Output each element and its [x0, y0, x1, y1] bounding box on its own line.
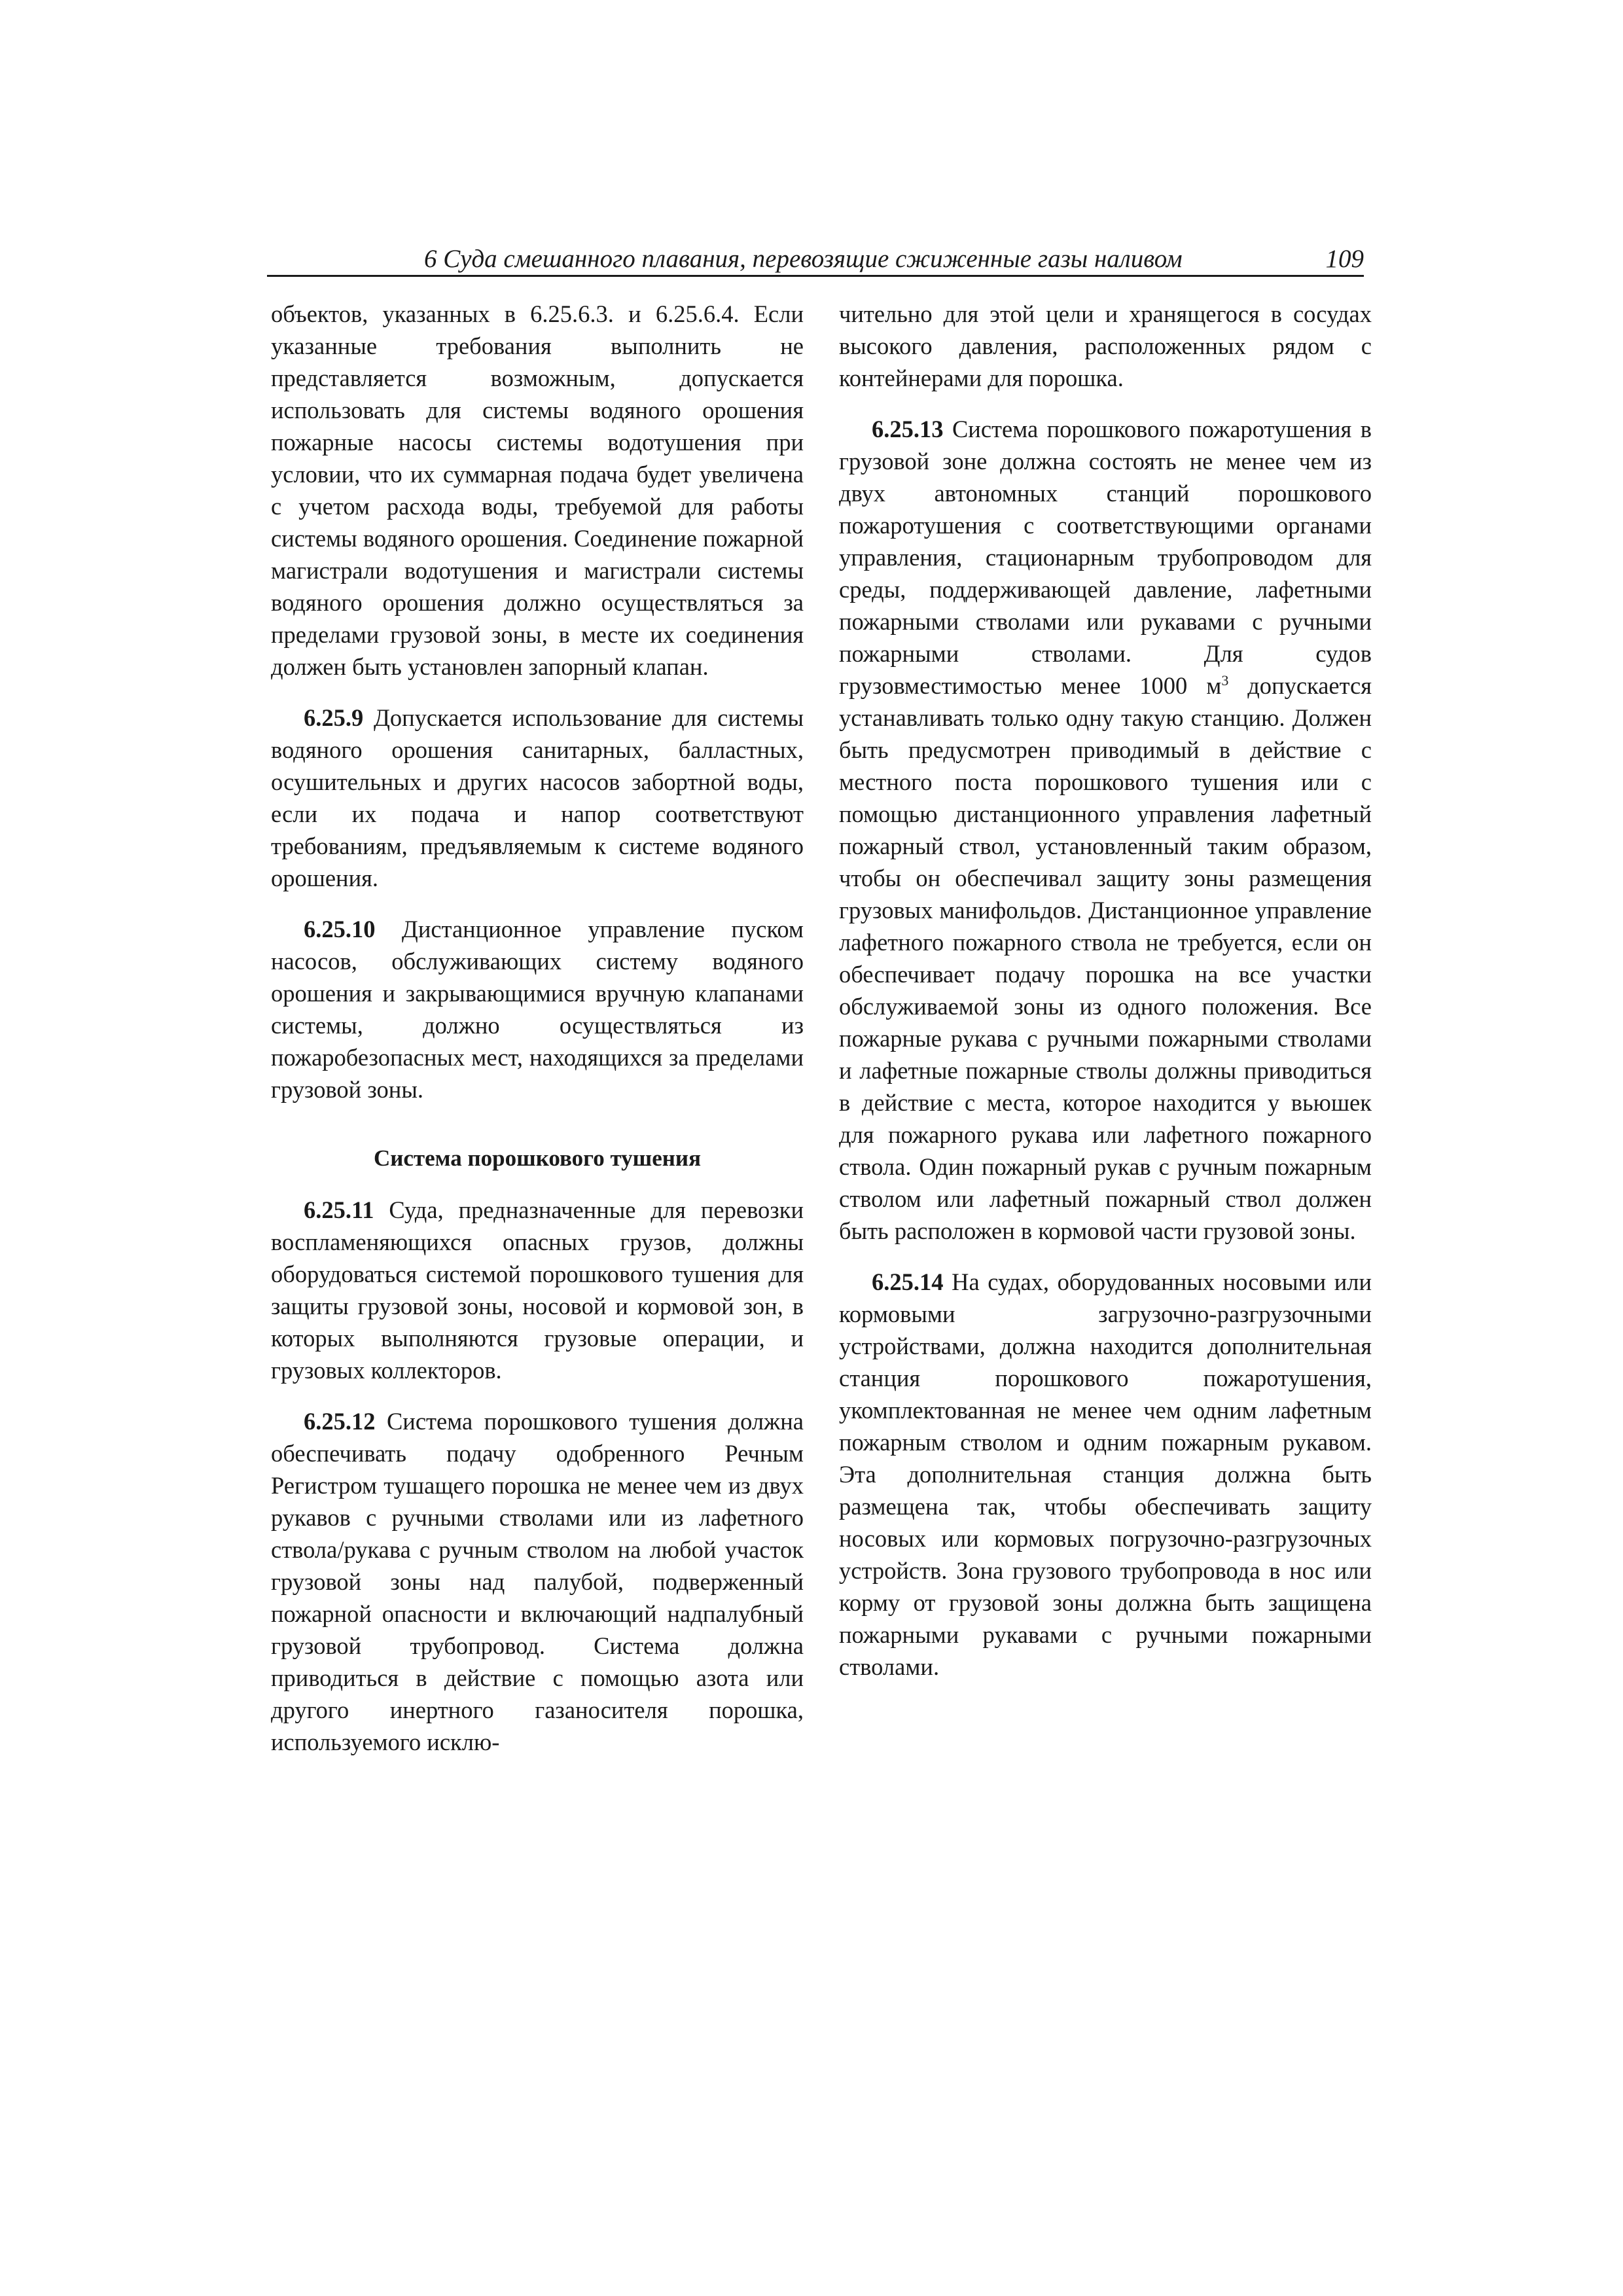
clause-text: Суда, предназначенные для перевозки воспламеняющихся опасных грузов, должны оборудоваться системой порошкового тушения для защиты грузовой зоны, носовой и кормовой зон, в которых выполняются грузовые операции, и грузовых коллекторов.	[271, 1196, 804, 1384]
clause-text: Дистанционное управление пуском насосов, обслуживающих систему водяного орошения и закрывающимися вручную клапанами системы, должно осуществляться из пожаробезопасных мест, находящихся за пределами грузовой зоны.	[271, 916, 804, 1103]
continued-paragraph	[839, 298, 1372, 394]
clause-6-25-10	[271, 913, 804, 1105]
clause-number: 6.25.14	[872, 1268, 944, 1295]
page-number: 109	[1325, 245, 1364, 273]
section-heading: Система порошкового тушения	[373, 1145, 702, 1171]
right-column	[839, 298, 1372, 1702]
superscript: 3	[1221, 672, 1229, 689]
paragraph-text: чительно для этой цели и хранящегося в сосудах высокого давления, расположенных рядом с контейнерами для порошка.	[839, 300, 1372, 391]
clause-text: Система порошкового тушения должна обеспечивать подачу одобренного Речным Регистром тушащего порошка не менее чем из двух рукавов с ручными стволами или из лафетного ствола/рукава с ручным стволом на любой участок грузовой зоны над палубой, подверженный пожарной опасности и включающий надпалубный грузовой трубопровод. Система должна приводиться в действие с помощью азота или другого инертного газаносителя порошка, используемого исклю-	[271, 1408, 804, 1755]
clause-number: 6.25.12	[304, 1408, 376, 1435]
paragraph-text: объектов, указанных в 6.25.6.3. и 6.25.6.4. Если указанные требования выполнить не представляется возможным, допускается использовать для системы водяного орошения пожарные насосы системы водотушения при условии, что их суммарная подача будет увеличена с учетом расхода воды, требуемой для работы системы водяного орошения. Соединение пожарной магистрали водотушения и магистрали системы водяного орошения должно осуществляться за пределами грузовой зоны, в месте их соединения должен быть установлен запорный клапан.	[271, 300, 804, 680]
clause-6-25-12	[271, 1405, 804, 1758]
clause-number: 6.25.10	[304, 916, 376, 942]
continued-paragraph	[271, 298, 804, 683]
clause-6-25-9	[271, 702, 804, 894]
running-header	[267, 243, 1364, 277]
left-column	[271, 298, 804, 1777]
clause-6-25-11	[271, 1194, 804, 1386]
clause-text: Система порошкового пожаротушения в грузовой зоне должна состоять не менее чем из двух автономных станций порошкового пожаротушения с соответствующими органами управления, стационарным трубопроводом для среды, поддерживающей давление, лафетными пожарными стволами или рукавами с ручными пожарными стволами. Для судов грузовместимостью менее 1000 м	[839, 416, 1372, 699]
clause-number: 6.25.13	[872, 416, 944, 442]
clause-text: Допускается использование для системы водяного орошения санитарных, балластных, осушительных и других насосов забортной воды, если их подача и напор соответствуют требованиям, предъявляемым к системе водяного орошения.	[271, 704, 804, 891]
clause-6-25-14	[839, 1266, 1372, 1683]
clause-6-25-13	[839, 413, 1372, 1247]
clause-text: На судах, оборудованных носовыми или кормовыми загрузочно-разгрузочными устройствами, должна находится дополнительная станция порошкового пожаротушения, укомплектованная не менее чем одним лафетным пожарным стволом и одним пожарным рукавом. Эта дополнительная станция должна быть размещена так, чтобы обеспечивать защиту носовых или кормовых погрузочно-разгрузочных устройств. Зона грузового трубопровода в нос или корму от грузовой зоны должна быть защищена пожарными рукавами с ручными пожарными стволами.	[839, 1268, 1372, 1680]
running-title: 6 Суда смешанного плавания, перевозящие сжиженные газы наливом	[424, 245, 1183, 273]
clause-number: 6.25.11	[304, 1196, 374, 1223]
clause-number: 6.25.9	[304, 704, 364, 731]
clause-text-continued: допускается устанавливать только одну такую станцию. Должен быть предусмотрен приводимый в действие с местного поста порошкового тушения или с помощью дистанционного управления лафетный пожарный ствол, установленный таким образом, чтобы он обеспечивал защиту зоны размещения грузовых манифольдов. Дистанционное управление лафетного пожарного ствола не требуется, если он обеспечивает подачу порошка на все участки обслуживаемой зоны из одного положения. Все пожарные рукава с ручными пожарными стволами и лафетные пожарные стволы должны приводиться в действие с места, которое находится у вьюшек для пожарного рукава или лафетного пожарного ствола. Один пожарный рукав с ручным пожарным стволом или лафетный пожарный ствол должен быть расположен в кормовой части грузовой зоны.	[839, 672, 1372, 1244]
